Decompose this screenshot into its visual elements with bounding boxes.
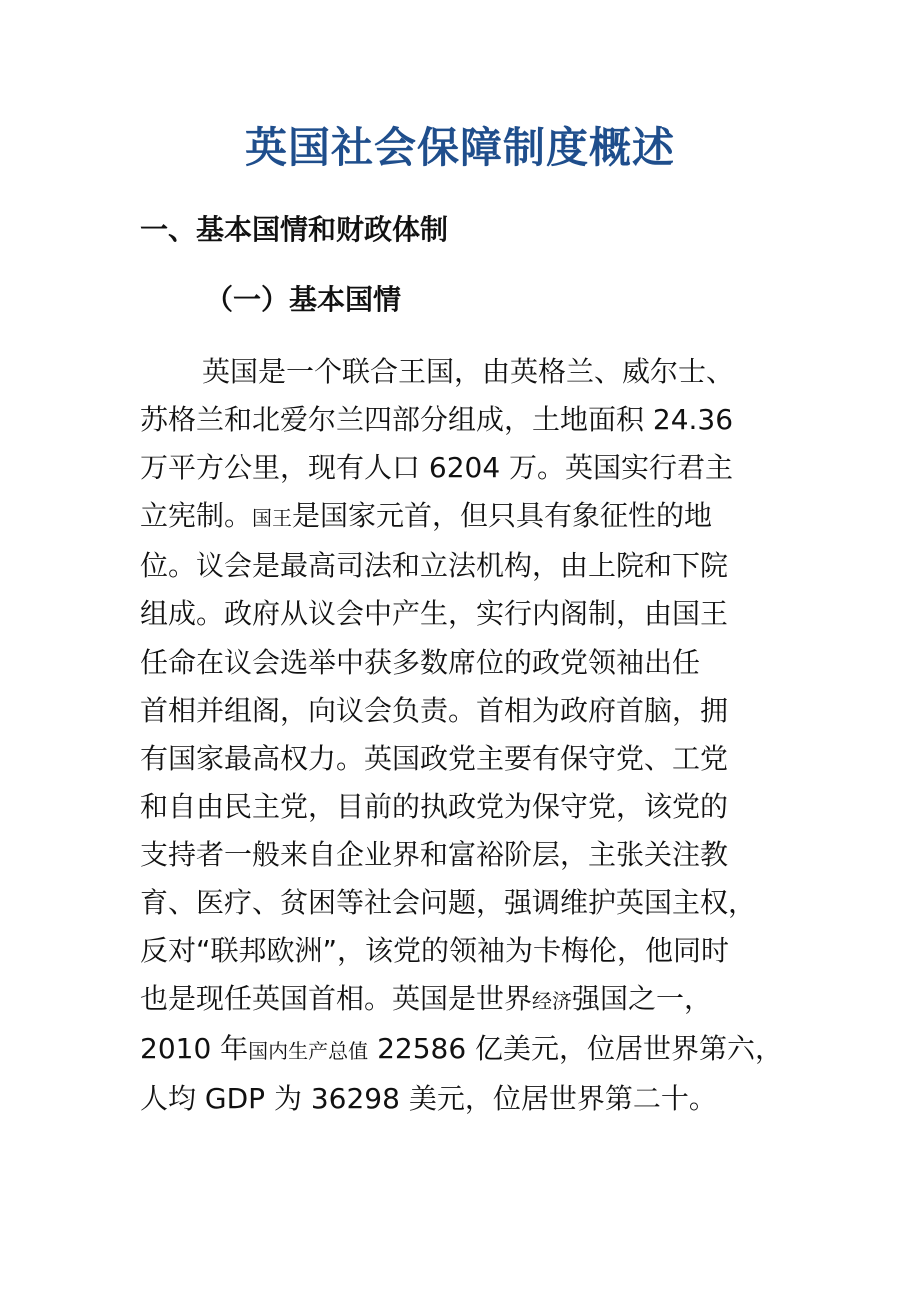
paragraph-line: [140, 927, 785, 975]
paragraph-line: [140, 348, 785, 396]
text-run: 立宪制。: [140, 499, 253, 533]
section-heading: 一、基本国情和财政体制: [140, 213, 449, 246]
text-run: 是国家元首，但只具有象征性的地: [292, 499, 713, 533]
text-run: 育、医疗、贫困等社会问题，强调维护英国主权，: [140, 886, 757, 920]
text-run: 国内生产总值: [248, 1039, 369, 1064]
document-title: 英国社会保障制度概述: [244, 123, 675, 172]
sub-heading: （一）基本国情: [205, 283, 402, 316]
paragraph-line: [140, 831, 785, 879]
paragraph-line: [140, 783, 785, 831]
paragraph-line: [140, 975, 785, 1025]
text-run: 人均 GDP 为 36298 美元，位居世界第二十。: [140, 1082, 717, 1116]
text-run: 经济: [532, 989, 573, 1014]
text-run: 苏格兰和北爱尔兰四部分组成，土地面积 24.36: [140, 403, 734, 437]
text-run: 任命在议会选举中获多数席位的政党领袖出任: [140, 645, 701, 679]
text-run: 强国之一，: [572, 982, 713, 1016]
text-run: 支持者一般来自企业界和富裕阶层，主张关注教: [140, 837, 729, 871]
body-paragraph: [140, 348, 785, 1124]
text-run: 有国家最高权力。英国政党主要有保守党、工党: [140, 741, 729, 775]
text-run: 也是现任英国首相。英国是世界: [140, 982, 533, 1016]
text-run: 和自由民主党，目前的执政党为保守党，该党的: [140, 789, 729, 823]
paragraph-line: [140, 1075, 785, 1123]
paragraph-line: [140, 590, 785, 638]
text-run: 首相并组阁，向议会负责。首相为政府首脑，拥: [140, 693, 729, 727]
paragraph-line: [140, 735, 785, 783]
text-run: 2010 年: [140, 1032, 249, 1066]
paragraph-line: [140, 396, 785, 444]
text-run: 反对“联邦欧洲”，该党的领袖为卡梅伦，他同时: [140, 934, 730, 968]
paragraph-line: [140, 639, 785, 687]
text-run: 位。议会是最高司法和立法机构，由上院和下院: [140, 549, 729, 583]
text-run: 万平方公里，现有人口 6204 万。英国实行君主: [140, 451, 734, 485]
paragraph-line: [140, 492, 785, 542]
text-run: 英国是一个联合王国，由英格兰、威尔士、: [202, 355, 735, 388]
paragraph-line: [140, 444, 785, 492]
text-run: 22586 亿美元，位居世界第六，: [368, 1032, 784, 1066]
paragraph-line: [140, 879, 785, 927]
text-run: 国王: [252, 506, 293, 531]
paragraph-line: [140, 542, 785, 590]
text-run: 组成。政府从议会中产生，实行内阁制，由国王: [140, 597, 729, 631]
paragraph-line: [140, 1025, 785, 1075]
paragraph-line: [140, 687, 785, 735]
